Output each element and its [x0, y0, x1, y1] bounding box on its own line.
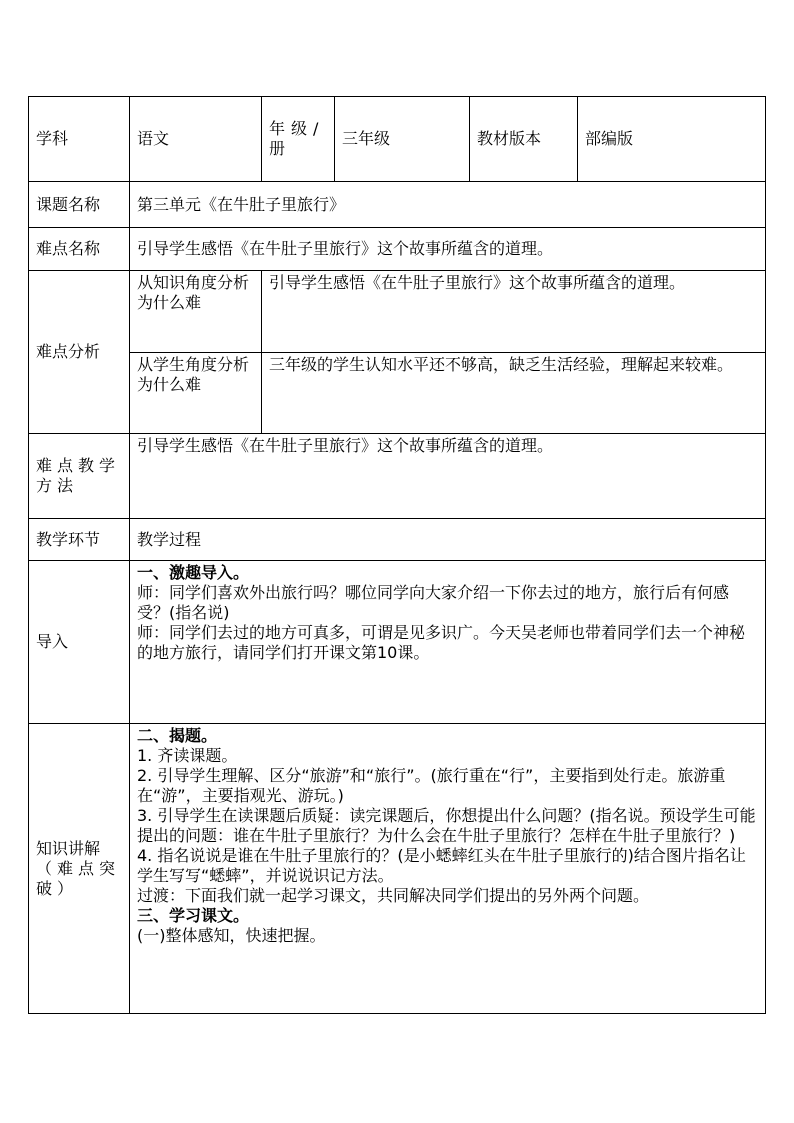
difficulty-name-label: 难点名称	[29, 228, 130, 271]
header-row	[29, 97, 766, 182]
subject-label: 学科	[29, 97, 130, 182]
edition-value: 部编版	[578, 97, 766, 182]
knowledge-paragraph-5: 过渡：下面我们就一起学习课文，共同解决同学们提出的另外两个问题。	[137, 886, 650, 905]
knowledge-label-line-2: （难点突破）	[36, 858, 121, 898]
process-header-label: 教学环节	[29, 519, 130, 561]
lesson-title-row	[29, 182, 766, 228]
subject-value: 语文	[130, 97, 262, 182]
intro-paragraph-1: 师：同学们喜欢外出旅行吗？哪位同学向大家介绍一下你去过的地方，旅行后有何感受？(指名说)	[137, 583, 730, 622]
intro-paragraph-2: 师：同学们去过的地方可真多，可谓是见多识广。今天吴老师也带着同学们去一个神秘的地方旅行，请同学们打开课文第10课。	[137, 623, 746, 662]
teaching-method-row	[29, 434, 766, 519]
lesson-plan-table	[28, 96, 766, 1014]
difficulty-analysis-row-1	[29, 271, 766, 353]
difficulty-name-row	[29, 228, 766, 271]
knowledge-label-line-1: 知识讲解	[36, 838, 101, 858]
teaching-method-label: 难点教学方法	[29, 434, 130, 519]
difficulty-analysis-row-2	[29, 353, 766, 434]
intro-label: 导入	[29, 561, 130, 724]
knowledge-paragraph-2: 2. 引导学生理解、区分“旅游”和“旅行”。(旅行重在“行”，主要指到处行走。旅游重在“游”，主要指观光、游玩。)	[137, 766, 726, 805]
teaching-method-value: 引导学生感悟《在牛肚子里旅行》这个故事所蕴含的道理。	[130, 434, 766, 519]
knowledge-content	[130, 724, 766, 1014]
edition-label: 教材版本	[470, 97, 578, 182]
knowledge-paragraph-4: 4. 指名说说是谁在牛肚子里旅行的？(是小蟋蟀红头在牛肚子里旅行的)结合图片指名让学生写写“蟋蟀”，并说说识记方法。	[137, 846, 746, 885]
lesson-title-label: 课题名称	[29, 182, 130, 228]
process-header-value: 教学过程	[130, 519, 766, 561]
knowledge-angle-value: 引导学生感悟《在牛肚子里旅行》这个故事所蕴含的道理。	[262, 271, 766, 353]
knowledge-heading-2: 三、学习课文。	[137, 906, 250, 925]
grade-label: 年级/册	[262, 97, 335, 182]
knowledge-heading: 二、揭题。	[137, 726, 218, 745]
difficulty-analysis-label: 难点分析	[29, 271, 130, 434]
grade-value: 三年级	[335, 97, 470, 182]
knowledge-angle-label: 从知识角度分析为什么难	[130, 271, 262, 353]
knowledge-row	[29, 724, 766, 1014]
knowledge-paragraph-1: 1. 齐读课题。	[137, 746, 238, 765]
student-angle-value: 三年级的学生认知水平还不够高，缺乏生活经验，理解起来较难。	[262, 353, 766, 434]
intro-heading: 一、激趣导入。	[137, 563, 250, 582]
knowledge-label	[29, 724, 130, 1014]
student-angle-label: 从学生角度分析为什么难	[130, 353, 262, 434]
intro-row	[29, 561, 766, 724]
process-header-row	[29, 519, 766, 561]
intro-content	[130, 561, 766, 724]
knowledge-paragraph-6: (一)整体感知，快速把握。	[137, 926, 326, 945]
knowledge-paragraph-3: 3. 引导学生在读课题后质疑：读完课题后，你想提出什么问题？(指名说。预设学生可能提出的问题：谁在牛肚子里旅行？为什么会在牛肚子里旅行？怎样在牛肚子里旅行？)	[137, 806, 756, 845]
difficulty-name-value: 引导学生感悟《在牛肚子里旅行》这个故事所蕴含的道理。	[130, 228, 766, 271]
lesson-title-value: 第三单元《在牛肚子里旅行》	[130, 182, 766, 228]
